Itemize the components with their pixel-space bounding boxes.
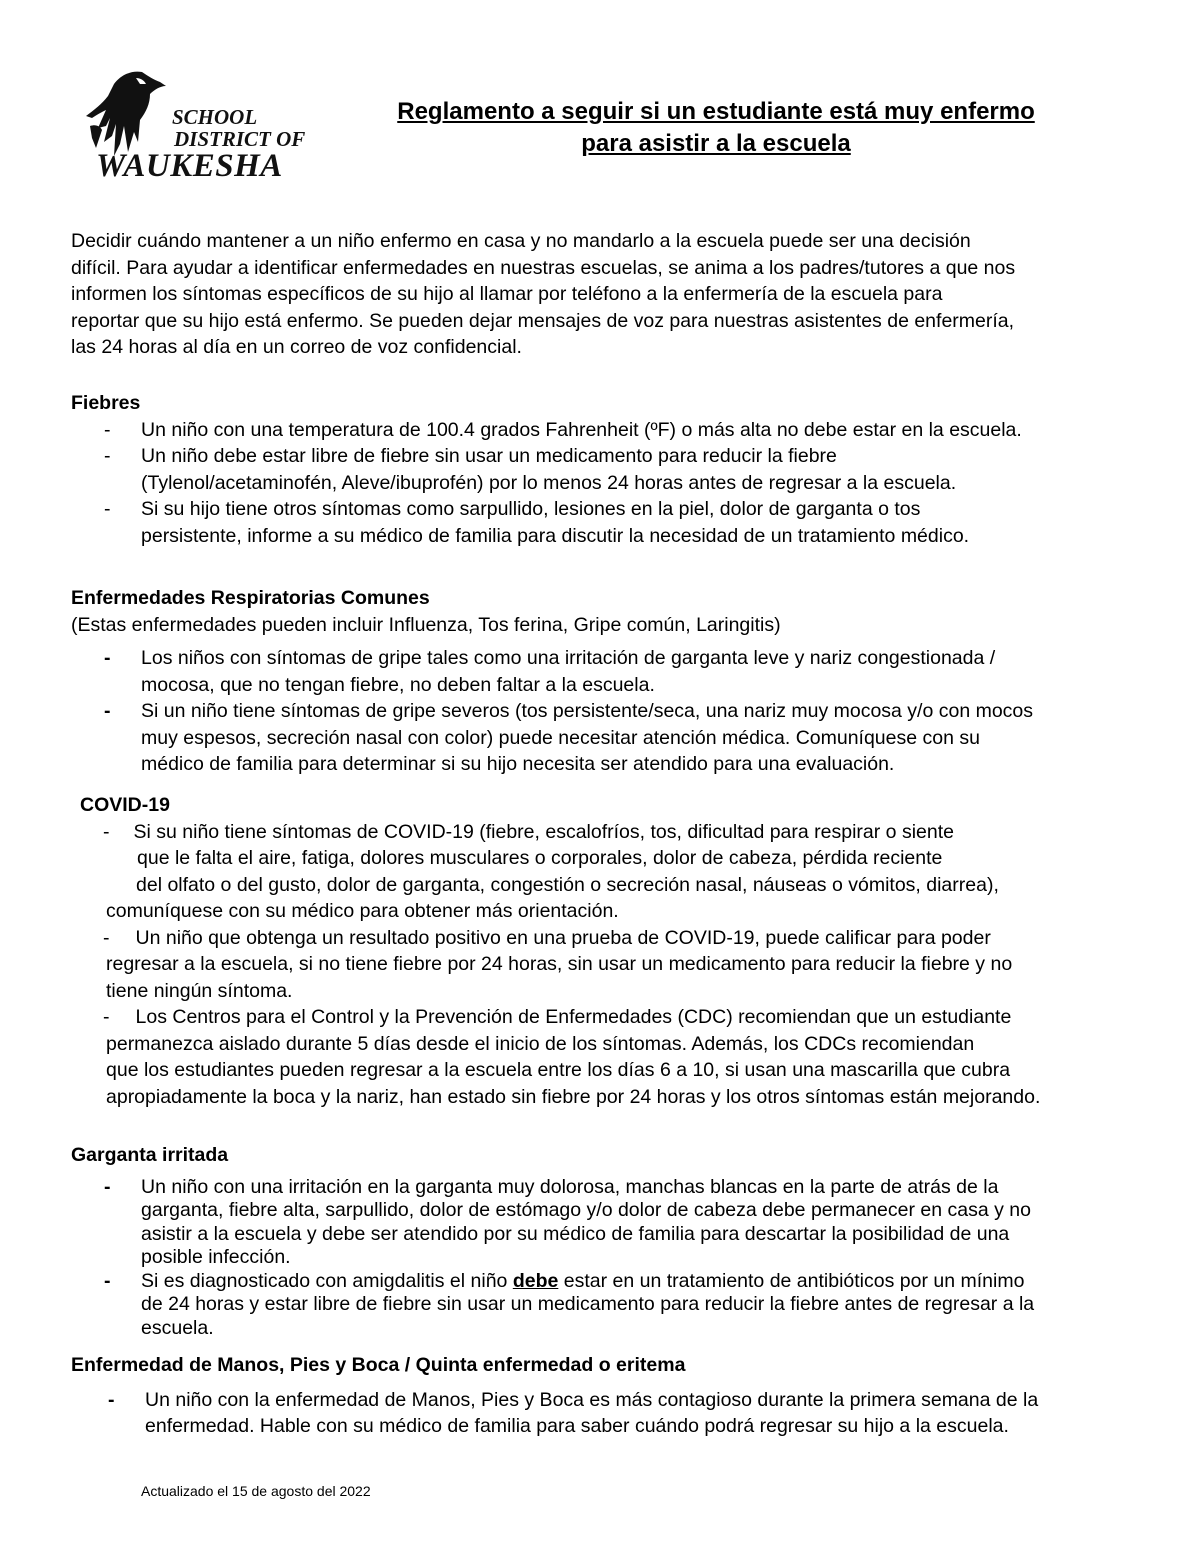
item-line: posible infección. xyxy=(141,1246,291,1268)
item-line: persistente, informe a su médico de familia para discutir la necesidad de un tratamiento médico. xyxy=(141,524,970,547)
item-line: tiene ningún síntoma. xyxy=(106,979,293,1002)
list-item xyxy=(71,417,1151,444)
bullet-dash: - xyxy=(104,418,111,441)
list-item xyxy=(71,698,1151,778)
bullet-dash: - xyxy=(104,445,111,467)
intro-line: difícil. Para ayudar a identificar enfermedades en nuestras escuelas, se anima a los padres/tutores a que nos xyxy=(71,256,1016,279)
section-heading: Enfermedades Respiratorias Comunes xyxy=(71,587,430,609)
covid-item-1 xyxy=(71,819,1161,846)
garganta-list xyxy=(71,1176,1151,1341)
item-line: (Tylenol/acetaminofén, Aleve/ibuprofén) por lo menos 24 horas antes de regresar a la escuela. xyxy=(141,471,957,494)
intro-line: Decidir cuándo mantener a un niño enfermo en casa y no mandarlo a la escuela puede ser una decisión xyxy=(71,230,971,252)
bullet-dash: - xyxy=(103,1006,110,1028)
list-item xyxy=(71,496,1151,549)
title-line-2: para asistir a la escuela xyxy=(581,130,851,157)
intro-line: informen los síntomas específicos de su hijo al llamar por teléfono a la enfermería de la escuela para xyxy=(71,283,943,305)
item-line: apropiadamente la boca y la nariz, han estado sin fiebre por 24 horas y los otros síntomas están mejorando. xyxy=(106,1085,1041,1108)
fiebres-list xyxy=(71,417,1151,550)
item-line: Un niño con la enfermedad de Manos, Pies y Boca es más contagioso durante la primera semana de la xyxy=(145,1388,1039,1411)
bullet-dash: - xyxy=(104,498,111,520)
item-line: garganta, fiebre alta, sarpullido, dolor de estómago y/o dolor de cabeza debe permanecer en casa y no xyxy=(141,1199,1031,1221)
intro-paragraph xyxy=(71,228,1151,361)
section-fiebres xyxy=(71,390,1151,549)
district-logo xyxy=(80,68,306,184)
item-line: Si su hijo tiene otros síntomas como sarpullido, lesiones en la piel, dolor de garganta o tos xyxy=(141,498,921,520)
section-heading: COVID-19 xyxy=(80,794,170,816)
item-text: estar en un tratamiento de antibióticos por un mínimo xyxy=(558,1269,1025,1292)
section-covid xyxy=(71,792,1161,1110)
logo-line-waukesha: WAUKESHA xyxy=(96,148,283,184)
intro-line: reportar que su hijo está enfermo. Se pueden dejar mensajes de voz para nuestras asistentes de enfermería, xyxy=(71,309,1015,332)
section-heading: Enfermedad de Manos, Pies y Boca / Quinta enfermedad o eritema xyxy=(71,1354,686,1376)
bullet-dash: - xyxy=(103,820,110,843)
item-line: mocosa, que no tengan fiebre, no deben faltar a la escuela. xyxy=(141,673,655,696)
logo-line-school: SCHOOL xyxy=(172,105,258,129)
section-garganta xyxy=(71,1142,1151,1340)
section-subheading: (Estas enfermedades pueden incluir Influenza, Tos ferina, Gripe común, Laringitis) xyxy=(71,613,781,636)
page-title xyxy=(330,96,1102,160)
bullet-dash: - xyxy=(104,1269,111,1292)
bullet-dash: - xyxy=(104,1175,111,1198)
section-heading: Garganta irritada xyxy=(71,1144,229,1166)
item-line: Los niños con síntomas de gripe tales como una irritación de garganta leve y nariz congestionada / xyxy=(141,647,996,669)
bullet-dash: - xyxy=(108,1388,115,1411)
respiratorias-list xyxy=(71,645,1151,778)
item-line xyxy=(141,1270,1151,1294)
item-line: enfermedad. Hable con su médico de familia para saber cuándo podrá regresar su hijo a la escuela. xyxy=(145,1415,1009,1437)
intro-line: las 24 horas al día en un correo de voz confidencial. xyxy=(71,336,522,358)
list-item xyxy=(71,1270,1151,1341)
covid-item-2 xyxy=(71,925,1161,952)
item-line: escuela. xyxy=(141,1316,214,1339)
item-line: Un niño que obtenga un resultado positivo en una prueba de COVID-19, puede calificar para poder xyxy=(135,926,991,949)
item-line: muy espesos, secreción nasal con color) puede necesitar atención médica. Comuníquese con su xyxy=(141,726,980,749)
item-line: Un niño con una temperatura de 100.4 grados Fahrenheit (ºF) o más alta no debe estar en la escuela. xyxy=(141,418,1022,441)
logo-line-district: DISTRICT OF xyxy=(174,127,306,151)
list-item xyxy=(71,645,1151,698)
item-line: comuníquese con su médico para obtener más orientación. xyxy=(106,900,619,922)
bullet-dash: - xyxy=(103,926,110,949)
list-item xyxy=(71,443,1151,496)
item-line: que los estudiantes pueden regresar a la escuela entre los días 6 a 10, si usan una mascarilla que cubra xyxy=(106,1059,1011,1081)
title-line-1: Reglamento a seguir si un estudiante está muy enfermo xyxy=(397,98,1035,125)
section-heading: Fiebres xyxy=(71,392,141,414)
item-line: del olfato o del gusto, dolor de garganta, congestión o secreción nasal, náuseas o vómitos, diarrea), xyxy=(136,873,999,896)
item-line: de 24 horas y estar libre de fiebre sin usar un medicamento para reducir la fiebre antes de regresar a la xyxy=(141,1293,1035,1315)
item-text: Si es diagnosticado con amigdalitis el niño xyxy=(141,1269,513,1292)
bullet-dash: - xyxy=(104,647,111,669)
item-line: Un niño debe estar libre de fiebre sin usar un medicamento para reducir la fiebre xyxy=(141,445,837,467)
covid-item-3 xyxy=(71,1004,1161,1031)
bullet-dash: - xyxy=(104,700,111,722)
section-manos-pies-boca xyxy=(71,1352,1151,1440)
item-line: Si un niño tiene síntomas de gripe severos (tos persistente/seca, una nariz muy mocosa y/o con mocos xyxy=(141,700,1034,722)
item-line: permanezca aislado durante 5 días desde el inicio de los síntomas. Además, los CDCs recomiendan xyxy=(106,1032,975,1055)
item-line: Los Centros para el Control y la Prevención de Enfermedades (CDC) recomiendan que un estudiante xyxy=(135,1006,1012,1028)
item-line: Un niño con una irritación en la garganta muy dolorosa, manchas blancas en la parte de atrás de la xyxy=(141,1175,999,1198)
item-line: médico de familia para determinar si su hijo necesita ser atendido para una evaluación. xyxy=(141,753,895,775)
manos-list xyxy=(71,1387,1151,1440)
list-item xyxy=(71,1176,1151,1270)
item-line: Si su niño tiene síntomas de COVID-19 (fiebre, escalofríos, tos, dificultad para respirar o siente xyxy=(133,820,954,843)
item-line: regresar a la escuela, si no tiene fiebre por 24 horas, sin usar un medicamento para reducir la fiebre y no xyxy=(106,953,1013,975)
footer-updated-date: Actualizado el 15 de agosto del 2022 xyxy=(141,1483,371,1499)
item-line: asistir a la escuela y debe ser atendido por su médico de familia para descartar la posibilidad de una xyxy=(141,1222,1010,1245)
list-item xyxy=(71,1387,1151,1440)
item-line: que le falta el aire, fatiga, dolores musculares o corporales, dolor de cabeza, pérdida reciente xyxy=(137,847,943,869)
emphasis-text: debe xyxy=(512,1269,559,1292)
section-respiratorias xyxy=(71,585,1151,778)
